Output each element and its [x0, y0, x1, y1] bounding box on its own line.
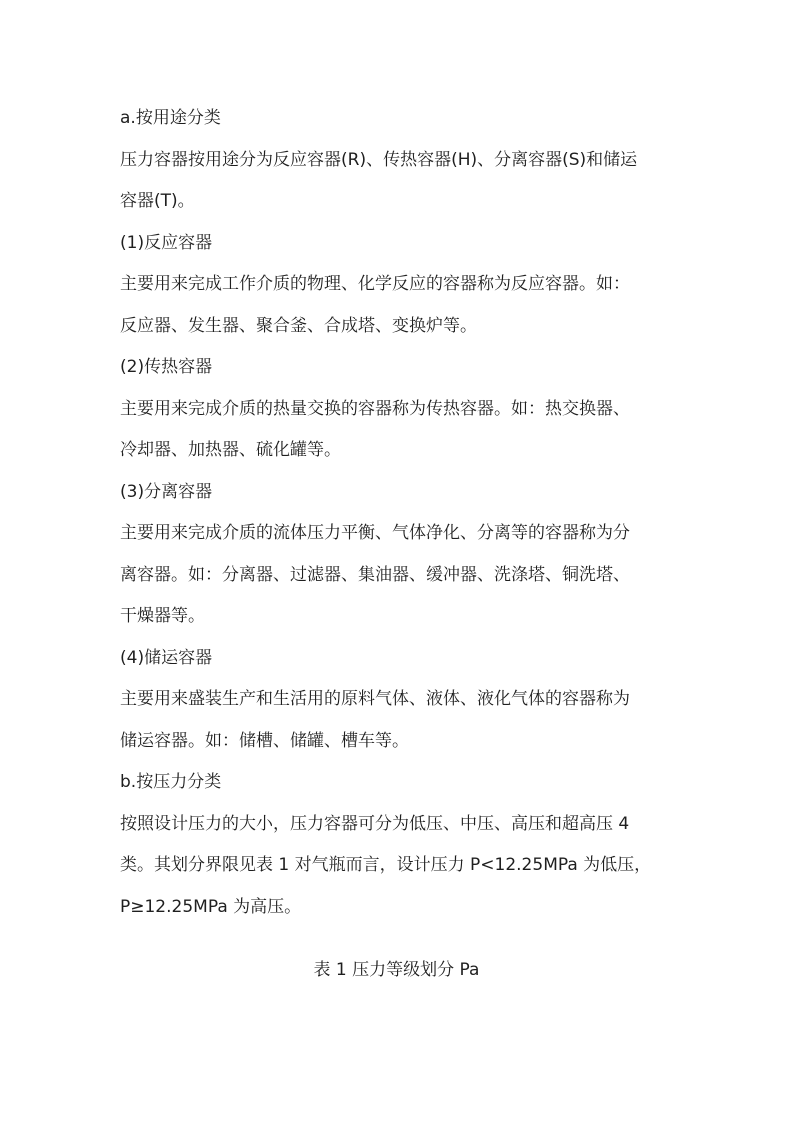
paragraph-line: 按照设计压力的大小，压力容器可分为低压、中压、高压和超高压 4	[120, 813, 630, 834]
paragraph-line: 主要用来完成工作介质的物理、化学反应的容器称为反应容器。如：	[120, 274, 630, 294]
subheading-storage-vessel: (4)储运容器	[120, 647, 213, 668]
paragraph-line: 类。其划分界限见表 1 对气瓶而言，设计压力 P<12.25MPa 为低压，	[120, 855, 652, 875]
paragraph-line: 干燥器等。	[120, 606, 205, 626]
paragraph-line: 反应器、发生器、聚合釜、合成塔、变换炉等。	[120, 315, 477, 336]
paragraph-line: 主要用来完成介质的热量交换的容器称为传热容器。如：热交换器、	[120, 398, 630, 419]
heading-by-pressure: b.按压力分类	[120, 772, 222, 792]
subheading-heat-transfer-vessel: (2)传热容器	[120, 357, 213, 377]
paragraph-line: 容器(T)。	[120, 191, 195, 211]
table-caption: 表 1 压力等级划分 Pa	[313, 960, 480, 980]
paragraph-line: 冷却器、加热器、硫化罐等。	[120, 440, 341, 460]
paragraph-line: 储运容器。如：储槽、储罐、槽车等。	[120, 730, 409, 751]
paragraph-line: 主要用来完成介质的流体压力平衡、气体净化、分离等的容器称为分	[120, 523, 630, 543]
paragraph-line: P≥12.25MPa 为高压。	[120, 896, 302, 917]
heading-by-use: a.按用途分类	[120, 108, 221, 128]
subheading-separation-vessel: (3)分离容器	[120, 481, 213, 502]
document-body	[120, 98, 678, 928]
paragraph-line: 离容器。如：分离器、过滤器、集油器、缓冲器、洗涤塔、铜洗塔、	[120, 564, 630, 585]
paragraph-line: 主要用来盛装生产和生活用的原料气体、液体、液化气体的容器称为	[120, 689, 630, 709]
subheading-reaction-vessel: (1)反应容器	[120, 232, 213, 253]
paragraph-line: 压力容器按用途分为反应容器(R)、传热容器(H)、分离容器(S)和储运	[120, 149, 638, 170]
